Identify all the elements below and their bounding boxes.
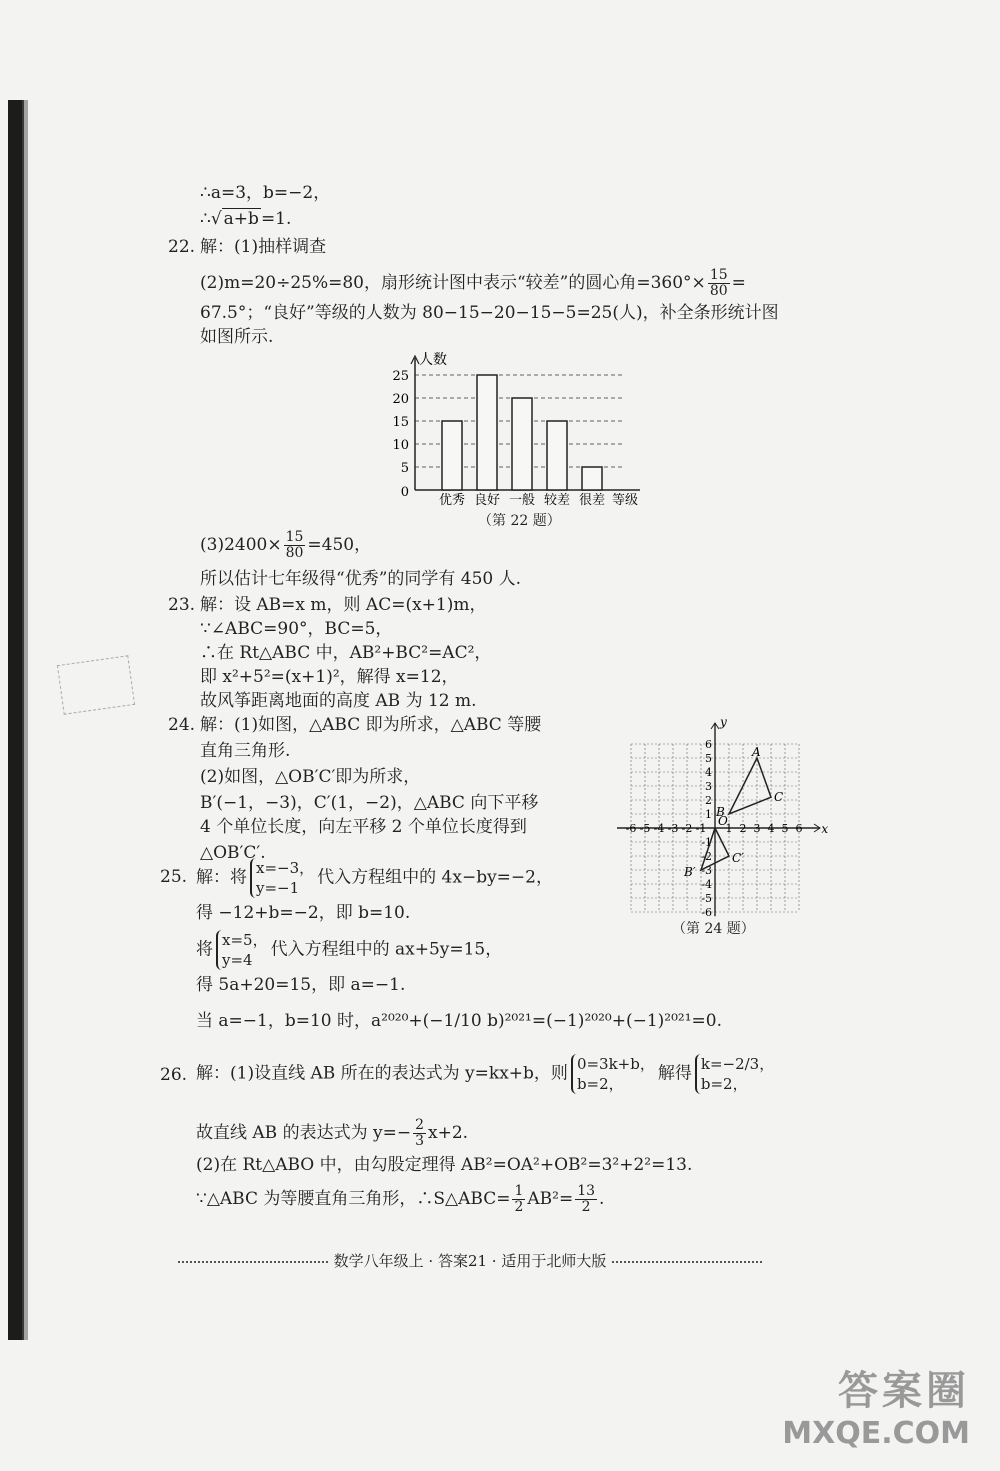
x-axis-label: 等级 [612, 493, 639, 508]
q22-part2-cont: 67.5°；“良好”等级的人数为 80−15−20−15−5=25(人)，补全条形统计图 [200, 303, 779, 323]
bar-3 [512, 398, 532, 490]
point-a-label: A [752, 745, 761, 759]
x-tick: 6 [795, 822, 803, 835]
y-tick-label: 20 [392, 392, 409, 407]
x-tick: 2 [739, 822, 747, 835]
page-binding-shadow [22, 100, 28, 1340]
q25-line2: 得 −12+b=−2，即 b=10. [196, 903, 411, 923]
x-tick: 3 [753, 822, 761, 835]
q25-line5: 当 a=−1，b=10 时，a²⁰²⁰+(−1/10 b)²⁰²¹=(−1)²⁰²⁰+(−1)²⁰²¹=0. [196, 1011, 722, 1031]
q26-line3: (2)在 Rt△ABO 中，由勾股定理得 AB²=OA²+OB²=3²+2²=13. [196, 1155, 693, 1175]
y-axis-name: y [720, 714, 727, 729]
q24-coordinate-grid [605, 712, 830, 917]
x-tick-label: 较差 [543, 493, 571, 508]
point-c-label: C [774, 790, 784, 805]
bar-4 [547, 421, 567, 490]
q24-line6: △OB′C′. [200, 843, 266, 863]
x-tick: -5 [639, 822, 651, 835]
fig22-caption: （第 22 题） [478, 513, 561, 529]
y-tick: -4 [701, 878, 712, 891]
q24-line2: 直角三角形. [200, 741, 291, 761]
x-tick: -4 [653, 822, 665, 835]
x-tick: -3 [667, 822, 679, 835]
x-tick: 5 [781, 822, 789, 835]
line-a-b-values: ∴a=3，b=−2， [200, 183, 331, 203]
q24-line3: (2)如图，△OB′C′即为所求， [200, 767, 421, 787]
q25-line1: 解：将 x=−3， y=−1 代入方程组中的 4x−by=−2， [196, 859, 553, 897]
x-axis-name: x [821, 822, 829, 836]
faint-stamp [57, 655, 135, 715]
y-tick-label: 10 [392, 438, 409, 453]
x-tick: -1 [695, 822, 707, 835]
x-tick: 1 [725, 822, 733, 835]
y-tick-label: 5 [400, 461, 409, 476]
y-tick-label: 15 [392, 415, 409, 430]
x-tick-label: 一般 [508, 493, 536, 508]
bar-2 [477, 375, 497, 490]
q22-part1: 解：(1)抽样调查 [200, 237, 327, 257]
q23-line3: ∴在 Rt△ABC 中，AB²+BC²=AC²， [200, 643, 492, 663]
point-b-prime-label: B′ [684, 865, 696, 879]
bar-1 [442, 421, 462, 490]
y-tick: 5 [705, 752, 712, 765]
q25-line3: 将 x=5， y=4 代入方程组中的 ax+5y=15， [196, 931, 503, 969]
q23-number: 23. [168, 595, 196, 615]
page-footer [120, 1250, 820, 1271]
q24-line5: 4 个单位长度，向左平移 2 个单位长度得到 [200, 817, 527, 837]
point-b-label: B [716, 805, 725, 819]
y-tick: -6 [701, 906, 712, 917]
x-tick-label: 优秀 [438, 493, 466, 508]
q24-line1: 解：(1)如图，△ABC 即为所求，△ABC 等腰 [200, 715, 542, 735]
y-axis-label: 人数 [419, 352, 447, 368]
x-tick: 4 [767, 822, 775, 835]
y-tick-label: 0 [400, 485, 409, 500]
q23-line2: ∵∠ABC=90°，BC=5， [200, 619, 393, 639]
y-tick-label: 25 [392, 369, 409, 384]
q25-number: 25. [160, 867, 188, 887]
x-tick-label: 很差 [578, 493, 606, 508]
y-tick: 3 [705, 780, 712, 793]
q22-conclusion: 所以估计七年级得“优秀”的同学有 450 人. [200, 569, 522, 589]
q22-part2: (2)m=20÷25%=80，扇形统计图中表示“较差”的圆心角=360°× $\frac{15}{80}$ = [200, 267, 746, 299]
origin-label: O [718, 814, 728, 828]
y-tick: 6 [705, 738, 712, 751]
y-tick: 4 [705, 766, 712, 779]
x-tick: -2 [681, 822, 693, 835]
q25-line4: 得 5a+20=15，即 a=−1. [196, 975, 406, 995]
q23-line1: 解：设 AB=x m，则 AC=(x+1)m， [200, 595, 487, 615]
q26-line2: 故直线 AB 的表达式为 y=− $\frac{2}{3}$ x+2. [196, 1117, 469, 1149]
y-tick: -3 [701, 864, 712, 877]
q24-number: 24. [168, 715, 196, 735]
y-tick: 2 [705, 794, 712, 807]
y-tick: 1 [705, 808, 712, 821]
q22-part3: (3)2400× $\frac{15}{80}$ =450， [200, 529, 372, 561]
q22-part2-end: 如图所示. [200, 327, 274, 347]
watermark-logo: 答案圈 MXQE.COM [782, 1368, 970, 1451]
q22-number: 22. [168, 237, 196, 257]
q26-number: 26. [160, 1065, 188, 1085]
line-sqrt: ∴√ a+b =1. [200, 209, 292, 229]
q22-bar-chart [380, 350, 660, 520]
x-tick-label: 良好 [473, 493, 501, 508]
footer-text: 数学八年级上 · 答案21 · 适用于北师大版 [333, 1252, 607, 1270]
fig24-caption: （第 24 题） [672, 921, 755, 937]
x-tick: -6 [625, 822, 637, 835]
y-tick: -5 [701, 892, 712, 905]
point-c-prime-label: C′ [732, 851, 744, 865]
q23-line4: 即 x²+5²=(x+1)²，解得 x=12， [200, 667, 459, 687]
q23-line5: 故风筝距离地面的高度 AB 为 12 m. [200, 691, 477, 711]
bar-5 [582, 467, 602, 490]
q24-line4: B′(−1，−3)，C′(1，−2)，△ABC 向下平移 [200, 793, 539, 813]
y-tick: -2 [701, 850, 712, 863]
y-tick: -1 [701, 836, 712, 849]
q26-line1: 解：(1)设直线 AB 所在的表达式为 y=kx+b，则 0=3k+b， b=2， 解得 k=−2/3， b=2， [196, 1055, 775, 1093]
q26-line4: ∵△ABC 为等腰直角三角形，∴S△ABC= $\frac{1}{2}$ AB²= $\frac{13}{2}$ . [196, 1183, 605, 1215]
